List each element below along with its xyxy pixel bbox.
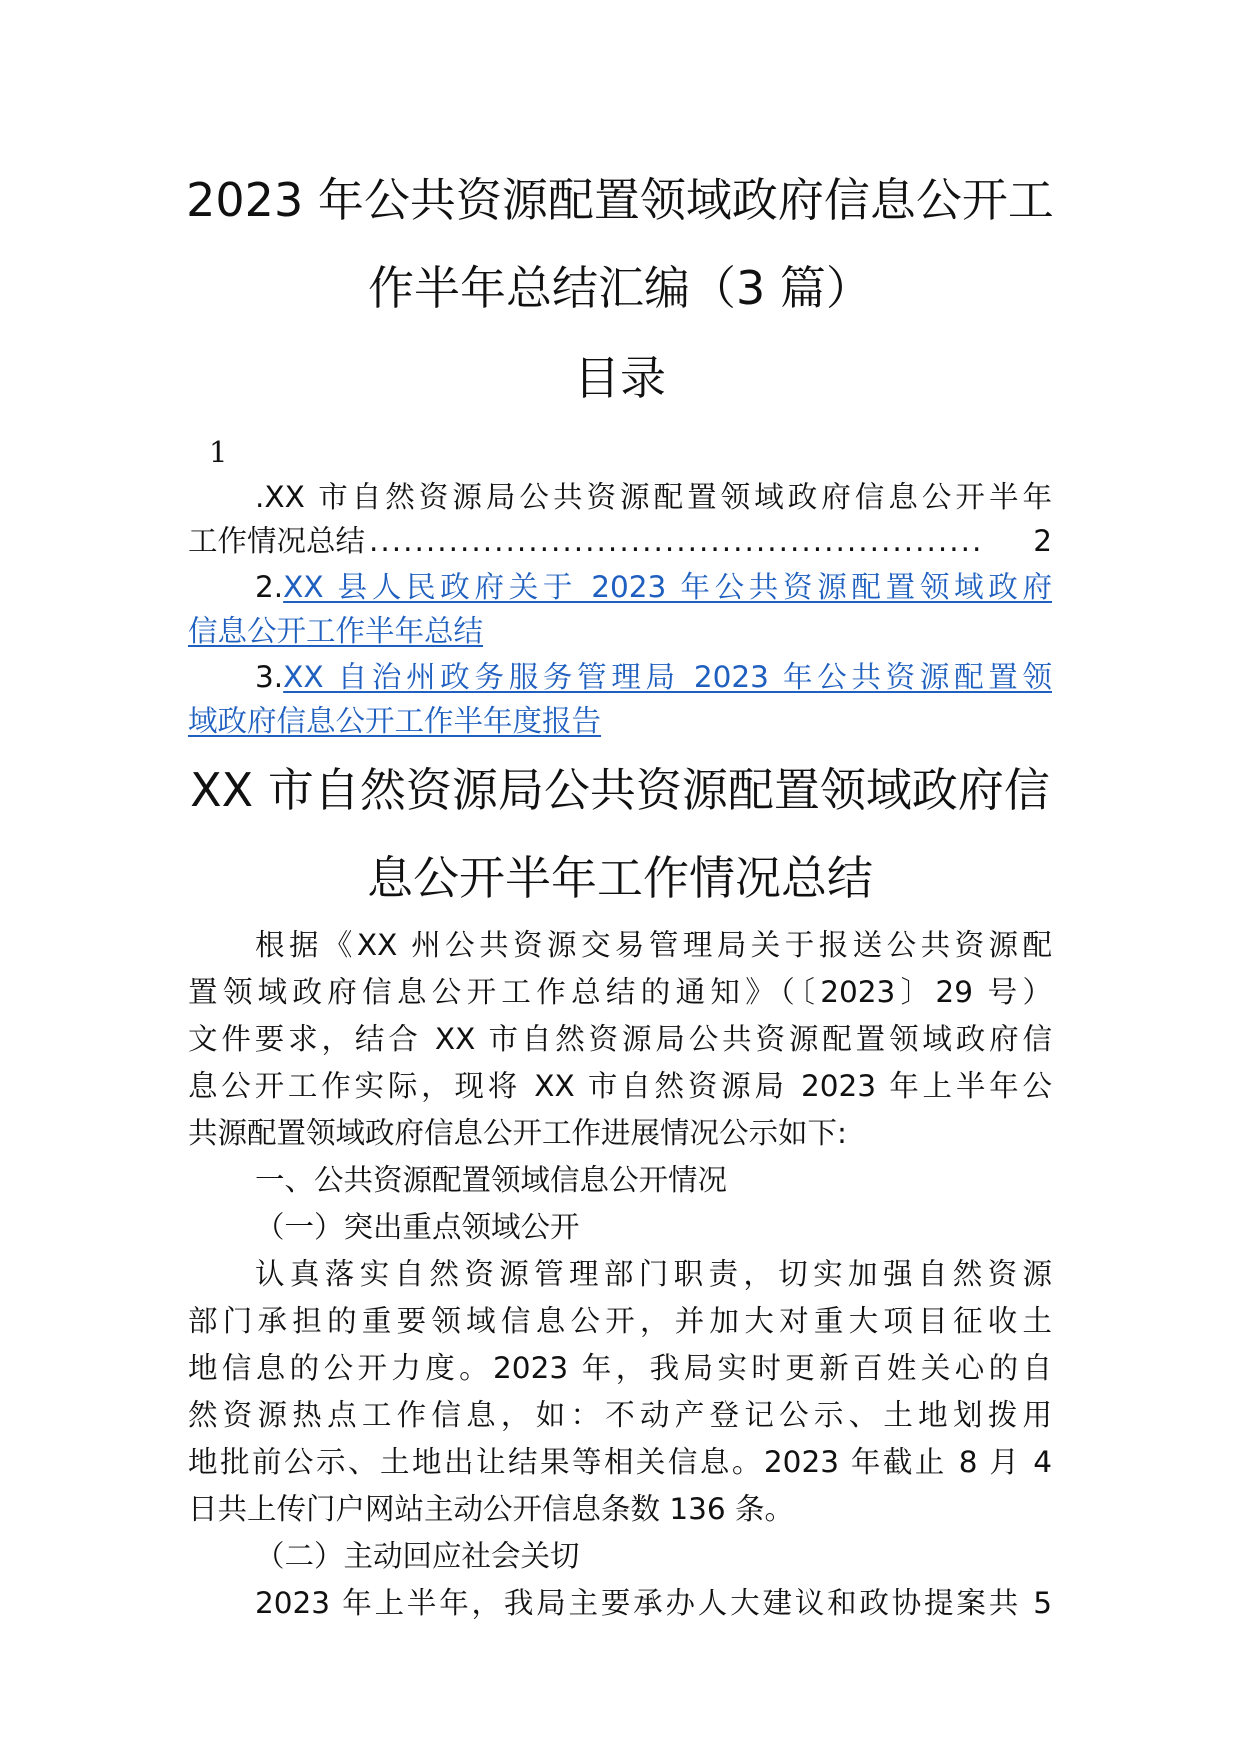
toc-item-1-leader-dots: ......................................................	[369, 524, 984, 558]
toc-item-2-line-1[interactable]	[255, 565, 1052, 609]
paragraph-1-line-4: 息公开工作实际，现将 XX 市自然资源局 2023 年上半年公	[188, 1069, 1052, 1103]
paragraph-1-line-3: 文件要求，结合 XX 市自然资源局公共资源配置领域政府信	[188, 1022, 1052, 1056]
toc-stray-number: 1	[209, 435, 228, 469]
document-title-line-1: 2023 年公共资源配置领域政府信息公开工	[186, 173, 1054, 227]
toc-item-2-link[interactable]: XX 县人民政府关于 2023 年公共资源配置领域政府	[283, 570, 1052, 604]
subsection-heading-1: （一）突出重点领域公开	[255, 1210, 580, 1244]
paragraph-2-line-3: 地信息的公开力度。2023 年，我局实时更新百姓关心的自	[188, 1351, 1052, 1385]
toc-item-3-link-cont[interactable]: 域政府信息公开工作半年度报告	[188, 704, 602, 738]
toc-item-2-line-2[interactable]	[188, 609, 1052, 653]
paragraph-2-line-2: 部门承担的重要领域信息公开，并加大对重大项目征收土	[188, 1304, 1052, 1338]
paragraph-3-line-1: 2023 年上半年，我局主要承办人大建议和政协提案共 5	[255, 1586, 1052, 1620]
toc-item-3-link[interactable]: XX 自治州政务服务管理局 2023 年公共资源配置领	[283, 660, 1052, 694]
paragraph-1-line-1: 根据《XX 州公共资源交易管理局关于报送公共资源配	[255, 928, 1052, 962]
paragraph-2-line-1: 认真落实自然资源管理部门职责，切实加强自然资源	[255, 1257, 1052, 1291]
toc-item-3-prefix: 3.	[255, 660, 284, 694]
section-heading-1: 一、公共资源配置领域信息公开情况	[255, 1163, 728, 1197]
toc-item-1-line-1[interactable]: .XX 市自然资源局公共资源配置领域政府信息公开半年	[255, 480, 1052, 514]
article-title-line-1: XX 市自然资源局公共资源配置领域政府信	[190, 763, 1050, 817]
subsection-heading-2: （二）主动回应社会关切	[255, 1539, 580, 1573]
paragraph-1-line-5: 共源配置领域政府信息公开工作进展情况公示如下:	[188, 1116, 847, 1150]
paragraph-2-line-5: 地批前公示、土地出让结果等相关信息。2023 年截止 8 月 4	[188, 1445, 1052, 1479]
toc-item-2-link-cont[interactable]: 信息公开工作半年总结	[188, 614, 484, 648]
toc-item-2-prefix: 2.	[255, 570, 284, 604]
paragraph-1-line-2: 置领域政府信息公开工作总结的通知》（〔2023〕29 号）	[188, 975, 1052, 1009]
paragraph-2-line-4: 然资源热点工作信息，如：不动产登记公示、土地划拨用	[188, 1398, 1052, 1432]
document-title-line-2: 作半年总结汇编（3 篇）	[368, 261, 872, 315]
toc-heading: 目录	[574, 351, 666, 405]
toc-item-1-page-number: 2	[1033, 524, 1052, 558]
article-title-line-2: 息公开半年工作情况总结	[367, 851, 873, 905]
toc-item-3-line-1[interactable]	[255, 655, 1052, 699]
toc-item-3-line-2[interactable]	[188, 699, 1052, 743]
paragraph-2-line-6: 日共上传门户网站主动公开信息条数 136 条。	[188, 1492, 795, 1526]
toc-item-1-text: 工作情况总结	[188, 524, 366, 558]
toc-item-1-line-2[interactable]	[188, 519, 1052, 563]
